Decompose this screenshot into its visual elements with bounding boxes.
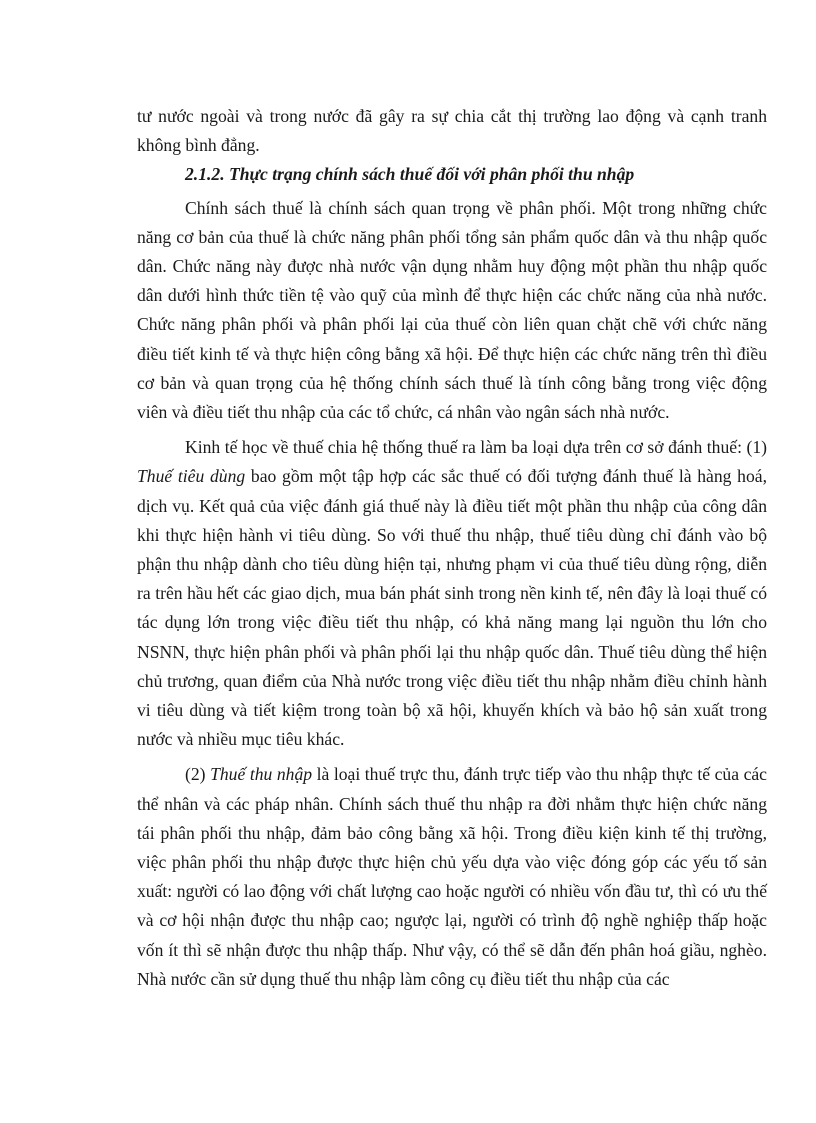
paragraph-consumption-tax (137, 433, 767, 754)
paragraph-income-tax (137, 760, 767, 994)
paragraph-text: là loại thuế trực thu, đánh trực tiếp vào thu nhập thực tế của các thể nhân và các pháp nhân. Chính sách thuế thu nhập ra đời nhằm thực hiện chức năng tái phân phối thu nhập, đảm bảo công bằng xã hội. Trong điều kiện kinh tế thị trường, việc phân phối thu nhập được thực hiện chủ yếu dựa vào việc đóng góp các yếu tố sản xuất: người có lao động với chất lượng cao hoặc người có nhiều vốn đầu tư, thì có ưu thế và cơ hội nhận được thu nhập cao; ngược lại, người có trình độ nghề nghiệp thấp hoặc vốn ít thì sẽ nhận được thu nhập thấp. Như vậy, có thể sẽ dẫn đến phân hoá giầu, nghèo. Nhà nước cần sử dụng thuế thu nhập làm công cụ điều tiết thu nhập của các (137, 764, 767, 989)
paragraph-continuation: tư nước ngoài và trong nước đã gây ra sự chia cắt thị trường lao động và cạnh tranh không bình đẳng. (137, 106, 767, 156)
paragraph-text: bao gồm một tập hợp các sắc thuế có đối tượng đánh thuế là hàng hoá, dịch vụ. Kết quả của việc đánh giá thuế này là điều tiết một phần thu nhập của công dân khi thực hiện hành vi tiêu dùng. So với thuế thu nhập, thuế tiêu dùng chỉ đánh vào bộ phận thu nhập dành cho tiêu dùng hiện tại, nhưng phạm vi của thuế tiêu dùng rộng, diễn ra trên hầu hết các giao dịch, mua bán phát sinh trong nền kinh tế, nên đây là loại thuế có tác dụng lớn trong việc điều tiết thu nhập, có khả năng mang lại nguồn thu lớn cho NSNN, thực hiện phân phối và phân phối lại thu nhập quốc dân. Thuế tiêu dùng thể hiện chủ trương, quan điểm của Nhà nước trong việc điều tiết thu nhập nhằm điều chỉnh hành vi tiêu dùng và tiết kiệm trong toàn bộ xã hội, khuyến khích và bảo hộ sản xuất trong nước và nhiều mục tiêu khác. (137, 466, 767, 750)
paragraph-text: Kinh tế học về thuế chia hệ thống thuế ra làm ba loại dựa trên cơ sở đánh thuế: (1) (185, 437, 767, 458)
section-heading: 2.1.2. Thực trạng chính sách thuế đối với phân phối thu nhập (185, 164, 635, 185)
paragraph-tax-policy: Chính sách thuế là chính sách quan trọng về phân phối. Một trong những chức năng cơ bản của thuế là chức năng phân phối tổng sản phẩm quốc dân và thu nhập quốc dân. Chức năng này được nhà nước vận dụng nhằm huy động một phần thu nhập quốc dân dưới hình thức tiền tệ vào quỹ của mình để thực hiện các chức năng của nhà nước. Chức năng phân phối và phân phối lại của thuế còn liên quan chặt chẽ với chức năng điều tiết kinh tế và thực hiện công bằng xã hội. Để thực hiện các chức năng trên thì điều cơ bản và quan trọng của hệ thống chính sách thuế là tính công bằng trong việc động viên và điều tiết thu nhập của các tổ chức, cá nhân vào ngân sách nhà nước. (137, 197, 767, 423)
paragraph-text: (2) (185, 764, 211, 785)
document-page (137, 102, 767, 994)
italic-term-income-tax: Thuế thu nhập (210, 764, 313, 785)
italic-term-consumption-tax: Thuế tiêu dùng (137, 466, 246, 487)
